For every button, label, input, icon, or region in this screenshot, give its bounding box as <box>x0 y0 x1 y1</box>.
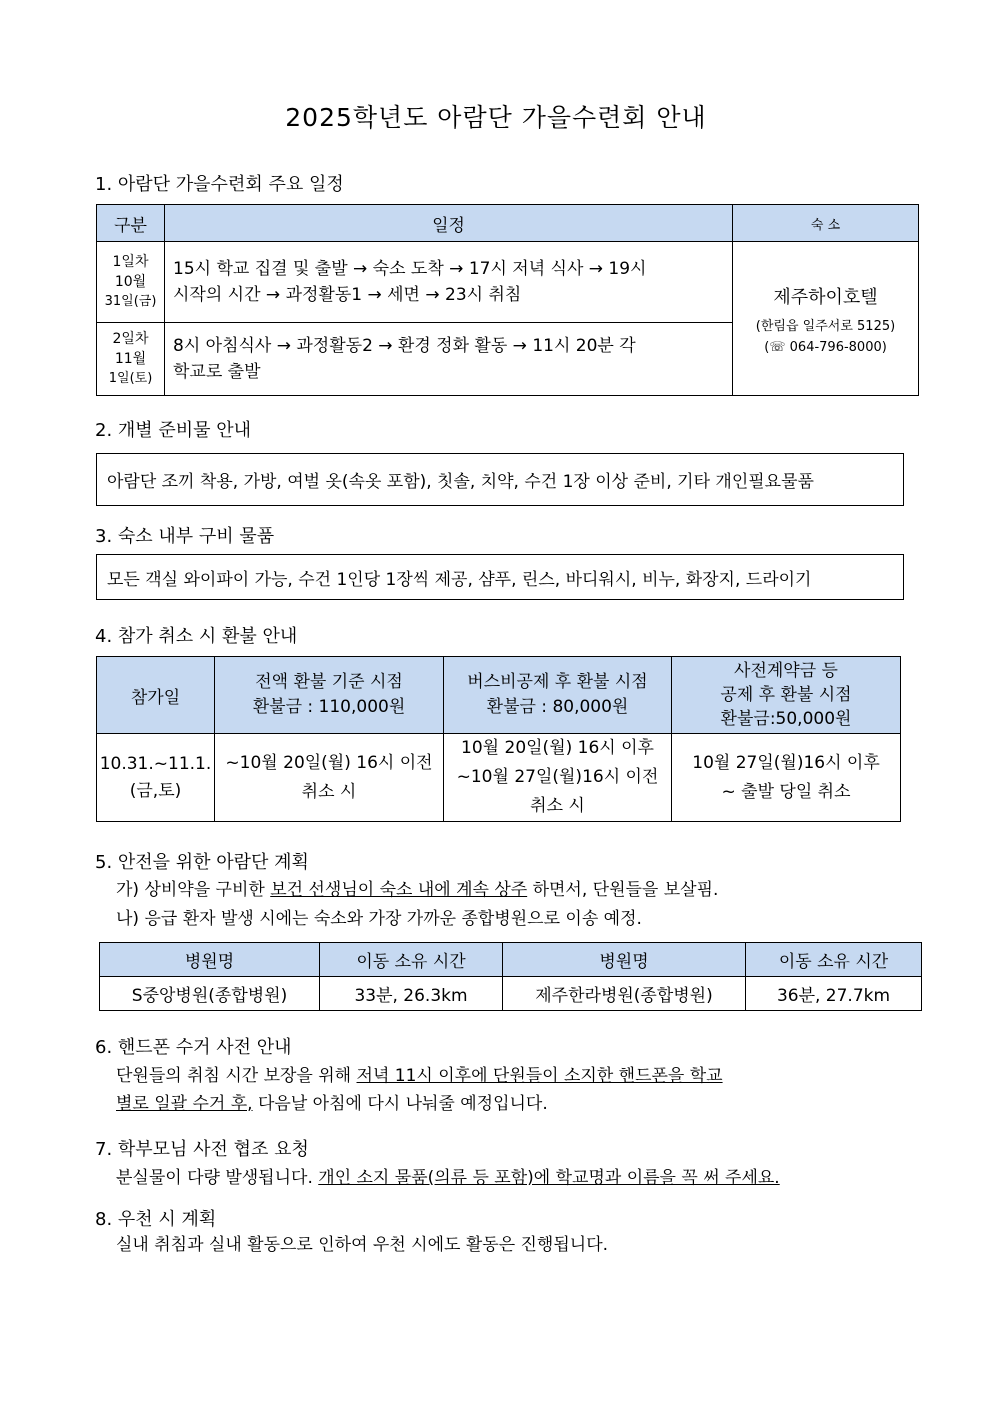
safety-item-1: 가) 상비약을 구비한 보건 선생님이 숙소 내에 계속 상주 하면서, 단원들을 보살핌. <box>116 880 719 900</box>
hospital-time-1: 33분, 26.3km <box>320 977 503 1011</box>
lodging-name: 제주하이호텔 <box>773 286 878 308</box>
day1-schedule: 15시 학교 집결 및 출발 → 숙소 도착 → 17시 저녁 식사 → 19시 시작의 시간 → 과정활동1 → 세면 → 23시 취침 <box>165 242 733 323</box>
section6-heading: 6. 핸드폰 수거 사전 안내 <box>95 1037 292 1058</box>
lodging-cell <box>733 242 919 396</box>
page-title: 2025학년도 아람단 가을수련회 안내 <box>285 103 707 132</box>
refund-table <box>96 656 901 822</box>
section8-heading: 8. 우천 시 계획 <box>95 1209 217 1230</box>
refund-date-cell: 10.31.~11.1. (금,토) <box>97 734 215 822</box>
refund-header-date: 참가일 <box>97 657 215 734</box>
refund-header-deposit: 사전계약금 등 공제 후 환불 시점 환불금:50,000원 <box>672 657 901 734</box>
rain-plan: 실내 취침과 실내 활동으로 인하여 우천 시에도 활동은 진행됩니다. <box>116 1235 609 1255</box>
section5-heading: 5. 안전을 위한 아람단 계획 <box>95 852 309 873</box>
section3-heading: 3. 숙소 내부 구비 물품 <box>95 526 275 547</box>
day2-schedule: 8시 아침식사 → 과정활동2 → 환경 정화 활동 → 11시 20분 각 학교로 출발 <box>165 323 733 396</box>
amenities-box: 모든 객실 와이파이 가능, 수건 1인당 1장씩 제공, 샴푸, 린스, 바디워시, 비누, 화장지, 드라이기 <box>96 554 904 600</box>
refund-header-full: 전액 환불 기준 시점 환불금 : 110,000원 <box>215 657 444 734</box>
parent-request: 분실물이 다량 발생됩니다. 개인 소지 물품(의류 등 포함)에 학교명과 이름을 꼭 써 주세요. <box>116 1168 780 1188</box>
phone-notice-line2: 별로 일괄 수거 후, 다음날 아침에 다시 나눠줄 예정입니다. <box>116 1094 548 1114</box>
refund-deposit-cell: 10월 27일(월)16시 이후 ~ 출발 당일 취소 <box>672 734 901 822</box>
refund-bus-cell: 10월 20일(월) 16시 이후 ~10월 27일(월)16시 이전 취소 시 <box>444 734 672 822</box>
section7-heading: 7. 학부모님 사전 협조 요청 <box>95 1139 309 1160</box>
refund-full-cell: ~10월 20일(월) 16시 이전 취소 시 <box>215 734 444 822</box>
hospital-time-2: 36분, 27.7km <box>746 977 922 1011</box>
schedule-header-schedule: 일정 <box>165 205 733 242</box>
hospital-header-time-2: 이동 소유 시간 <box>746 943 922 977</box>
schedule-header-lodging: 숙 소 <box>733 205 919 242</box>
hospital-name-1: S중앙병원(종합병원) <box>100 977 320 1011</box>
day2-label: 2일차 11월 1일(토) <box>97 323 165 396</box>
hospital-table <box>99 942 922 1011</box>
refund-header-bus: 버스비공제 후 환불 시점 환불금 : 80,000원 <box>444 657 672 734</box>
phone-notice-line1: 단원들의 취침 시간 보장을 위해 저녁 11시 이후에 단원들이 소지한 핸드폰을 학교 <box>116 1066 723 1086</box>
section1-heading: 1. 아람단 가을수련회 주요 일정 <box>95 174 344 195</box>
day1-label: 1일차 10월 31일(금) <box>97 242 165 323</box>
hospital-header-name-1: 병원명 <box>100 943 320 977</box>
supplies-box: 아람단 조끼 착용, 가방, 여벌 옷(속옷 포함), 칫솔, 치약, 수건 1장 이상 준비, 기타 개인필요물품 <box>96 453 904 506</box>
section4-heading: 4. 참가 취소 시 환불 안내 <box>95 626 298 647</box>
lodging-phone: (☏ 064-796-8000) <box>764 339 887 355</box>
schedule-table <box>96 204 919 396</box>
hospital-name-2: 제주한라병원(종합병원) <box>503 977 746 1011</box>
hospital-header-time-1: 이동 소유 시간 <box>320 943 503 977</box>
hospital-header-name-2: 병원명 <box>503 943 746 977</box>
section2-heading: 2. 개별 준비물 안내 <box>95 420 252 441</box>
lodging-address: (한림읍 일주서로 5125) <box>755 318 896 334</box>
safety-item-2: 나) 응급 환자 발생 시에는 숙소와 가장 가까운 종합병원으로 이송 예정. <box>116 909 642 929</box>
schedule-header-category: 구분 <box>97 205 165 242</box>
